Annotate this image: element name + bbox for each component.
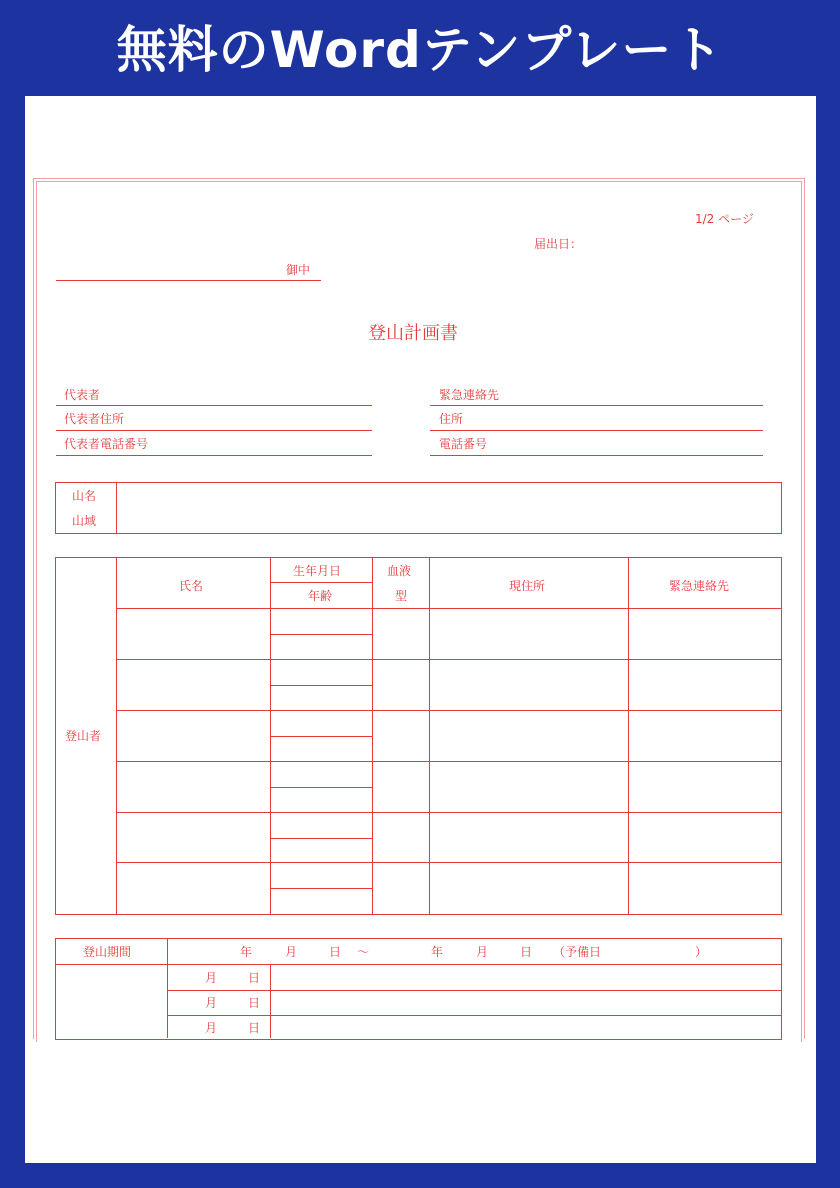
row3-month: 月: [205, 1021, 218, 1035]
mountain-name-label: 山名: [72, 489, 97, 503]
members-group-label: 登山者: [65, 729, 102, 743]
document-title: 登山計画書: [368, 323, 458, 344]
row2-month: 月: [205, 996, 218, 1010]
emergency-phone-line: [430, 455, 763, 456]
addressee-line: [56, 280, 321, 281]
row2-day: 日: [248, 996, 261, 1010]
period-day-1: 日: [329, 945, 342, 959]
period-reserve-close: ）: [695, 945, 708, 959]
header-blood-1: 血液: [387, 564, 412, 578]
period-year-2: 年: [431, 945, 444, 959]
page-number: 1/2 ページ: [695, 212, 754, 226]
period-day-2: 日: [520, 945, 533, 959]
leader-name-line: [56, 405, 372, 406]
leader-phone-line: [56, 455, 372, 456]
leader-address-label: 代表者住所: [64, 412, 125, 426]
addressee-suffix: 御中: [286, 263, 311, 277]
header-address: 現住所: [509, 579, 546, 593]
period-reserve-label: （予備日: [553, 945, 602, 959]
period-month-1: 月: [285, 945, 298, 959]
row3-day: 日: [248, 1021, 261, 1035]
header-blood-2: 型: [395, 589, 408, 603]
mountain-box: [55, 482, 782, 534]
emergency-address-line: [430, 430, 763, 431]
leader-name-label: 代表者: [64, 388, 101, 402]
period-label: 登山期間: [83, 945, 132, 959]
row1-day: 日: [248, 971, 261, 985]
period-month-2: 月: [476, 945, 489, 959]
emergency-contact-line: [430, 405, 763, 406]
leader-address-line: [56, 430, 372, 431]
period-year-1: 年: [240, 945, 253, 959]
period-table: [55, 938, 782, 1040]
header-name: 氏名: [179, 579, 204, 593]
period-tilde: ～: [357, 945, 370, 959]
emergency-phone-label: 電話番号: [439, 437, 488, 451]
emergency-contact-label: 緊急連絡先: [439, 388, 500, 402]
page-banner-title: 無料のWordテンプレート: [116, 21, 724, 79]
header-contact: 緊急連絡先: [669, 579, 730, 593]
header-birth: 生年月日: [293, 564, 342, 578]
row1-month: 月: [205, 971, 218, 985]
plan-document: [25, 96, 816, 1035]
document-sheet: [25, 96, 816, 1163]
header-age: 年齢: [308, 589, 333, 603]
leader-phone-label: 代表者電話番号: [64, 437, 149, 451]
submit-date-label: 届出日：: [534, 237, 583, 251]
mountain-area-label: 山域: [72, 514, 97, 528]
emergency-address-label: 住所: [439, 412, 464, 426]
